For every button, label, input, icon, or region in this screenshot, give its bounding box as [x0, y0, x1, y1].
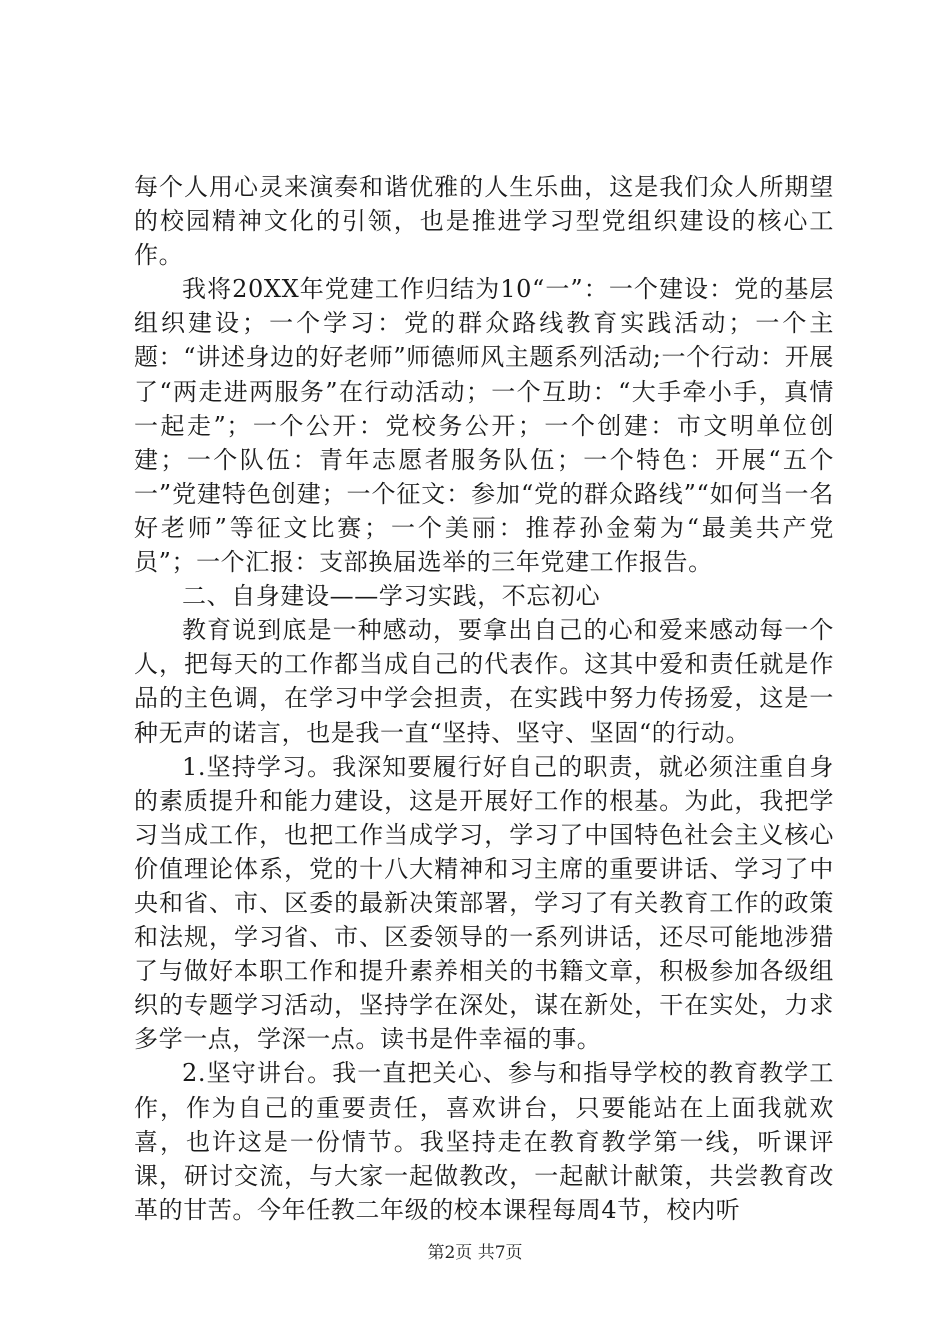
- paragraph-3: 教育说到底是一种感动，要拿出自己的心和爱来感动每一个人，把每天的工作都当成自己的代表作。这其中爱和责任就是作品的主色调，在学习中学会担责，在实践中努力传扬爱，这是一种无声的诺言，也是我一直“坚持、坚守、坚固“的行动。: [134, 616, 834, 747]
- page-number-footer: 第2页 共7页: [427, 1243, 523, 1263]
- section-heading: 二、自身建设——学习实践，不忘初心: [182, 582, 601, 611]
- paragraph-1: 每个人用心灵来演奏和谐优雅的人生乐曲，这是我们众人所期望的校园精神文化的引领，也是推进学习型党组织建设的核心工作。: [134, 173, 834, 270]
- paragraph-5: 2.坚守讲台。我一直把关心、参与和指导学校的教育教学工作，作为自己的重要责任，喜欢讲台，只要能站在上面我就欢喜，也许这是一份情节。我坚持走在教育教学第一线，听课评课，研讨交流，与大家一起做教改，一起献计献策，共尝教育改革的甘苦。今年任教二年级的校本课程每周4节，校内听: [134, 1059, 834, 1224]
- document-body: [134, 170, 834, 1227]
- paragraph-4: 1.坚持学习。我深知要履行好自己的职责，就必须注重自身的素质提升和能力建设，这是开展好工作的根基。为此，我把学习当成工作，也把工作当成学习，学习了中国特色社会主义核心价值理论体系，党的十八大精神和习主席的重要讲话、学习了中央和省、市、区委的最新决策部署，学习了有关教育工作的政策和法规，学习省、市、区委领导的一系列讲话，还尽可能地涉猎了与做好本职工作和提升素养相关的书籍文章，积极参加各级组织的专题学习活动，坚持学在深处，谋在新处，干在实处，力求多学一点，学深一点。读书是件幸福的事。: [134, 752, 834, 1054]
- paragraph-2: 我将20XX年党建工作归结为10“一”：一个建设：党的基层组织建设；一个学习：党的群众路线教育实践活动；一个主题：“讲述身边的好老师”师德师风主题系列活动;一个行动：开展了“两走进两服务”在行动活动；一个互助：“大手牵小手，真情一起走”；一个公开：党校务公开；一个创建：市文明单位创建；一个队伍：青年志愿者服务队伍；一个特色：开展“五个一”党建特色创建；一个征文：参加“党的群众路线”“如何当一名好老师”等征文比赛；一个美丽：推荐孙金菊为“最美共产党员”；一个汇报：支部换届选举的三年党建工作报告。: [134, 275, 834, 577]
